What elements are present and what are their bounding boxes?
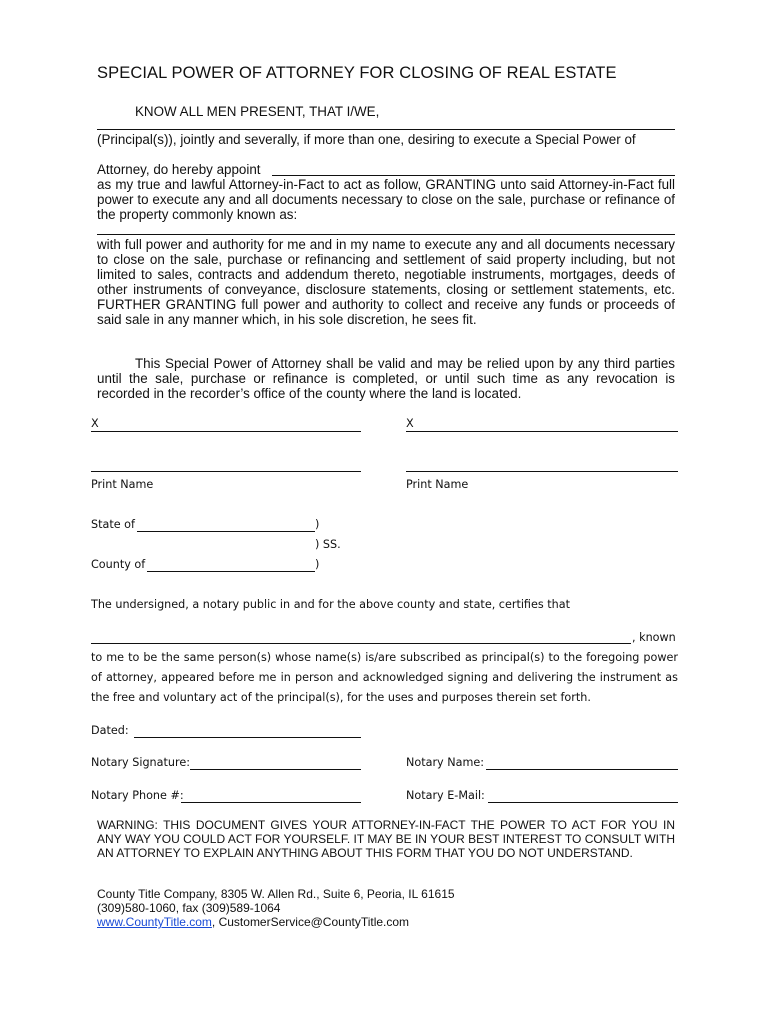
- notary-name-label: Notary Name:: [406, 756, 485, 769]
- notary-email-label: Notary E-Mail:: [406, 789, 485, 802]
- state-field[interactable]: [137, 531, 315, 532]
- notary-email-field[interactable]: [488, 802, 678, 803]
- principal-name-line[interactable]: [97, 129, 675, 130]
- state-paren: ): [315, 518, 320, 531]
- footer-contact: [97, 915, 409, 929]
- county-paren: ): [315, 558, 320, 571]
- notary-phone-field[interactable]: [181, 802, 361, 803]
- dated-field[interactable]: [134, 737, 361, 738]
- state-label: State of: [91, 518, 135, 531]
- principal-text: (Principal(s)), jointly and severally, if more than one, desiring to execute a Special Power of: [97, 132, 636, 147]
- attorney-in-fact-line[interactable]: [272, 175, 675, 176]
- website-link[interactable]: www.CountyTitle.com: [97, 915, 212, 929]
- warning-text: WARNING: THIS DOCUMENT GIVES YOUR ATTORNEY-IN-FACT THE POWER TO ACT FOR YOU IN ANY WAY YOU COULD ACT FOR YOURSELF. IT MAY BE IN YOUR BEST INTEREST TO CONSULT WITH AN ATTORNEY TO EXPLAIN ANYTHING ABOUT THIS FORM THAT YOU DO NOT UNDERSTAND.: [97, 818, 675, 860]
- notary-phone-label: Notary Phone #:: [91, 789, 184, 802]
- known-text: , known: [632, 631, 676, 644]
- print-name-label-left: Print Name: [91, 478, 154, 491]
- intro-text: KNOW ALL MEN PRESENT, THAT I/WE,: [135, 104, 380, 119]
- dated-label: Dated:: [91, 724, 129, 737]
- signature-x-right: X: [406, 417, 414, 430]
- ss-label: ) SS.: [315, 538, 341, 551]
- footer-company: County Title Company, 8305 W. Allen Rd., Suite 6, Peoria, IL 61615: [97, 887, 455, 901]
- principal-known-line[interactable]: [91, 643, 631, 644]
- property-address-line[interactable]: [97, 234, 675, 235]
- notary-name-field[interactable]: [486, 769, 678, 770]
- county-label: County of: [91, 558, 146, 571]
- validity-paragraph: This Special Power of Attorney shall be valid and may be relied upon by any third parties until the sale, purchase or refinance is completed, or until such time as any revocation is recorded in the recorder’s office of the county where the land is located.: [97, 356, 675, 401]
- granting-paragraph: as my true and lawful Attorney-in-Fact to act as follow, GRANTING unto said Attorney-in-Fact full power to execute any and all documents necessary to close on the sale, purchase or refinance of the property commonly known as:: [97, 177, 675, 222]
- signature-line-right[interactable]: [406, 431, 678, 432]
- footer-email: , CustomerService@CountyTitle.com: [211, 915, 410, 929]
- notary-signature-field[interactable]: [190, 769, 361, 770]
- county-field[interactable]: [147, 571, 315, 572]
- authority-paragraph: with full power and authority for me and in my name to execute any and all documents necessary to close on the sale, purchase or refinancing and settlement of said property including, but not limited to sales, contracts and addendum thereto, negotiable instruments, mortgages, deeds of other instruments of conveyance, disclosure statements, closing or settlement statements, etc. FURTHER GRANTING full power and authority to collect and receive any funds or proceeds of said sale in any manner which, in his sole discretion, he sees fit.: [97, 237, 675, 327]
- notary-signature-label: Notary Signature:: [91, 756, 190, 769]
- notary-body-text: to me to be the same person(s) whose name(s) is/are subscribed as principal(s) to the foregoing power of attorney, appeared before me in person and acknowledged signing and delivering the instrument as the free and voluntary act of the principal(s), for the uses and purposes therein set forth.: [91, 651, 678, 704]
- print-name-label-right: Print Name: [406, 478, 469, 491]
- signature-x-left: X: [91, 417, 99, 430]
- footer-phones: (309)580-1060, fax (309)589-1064: [97, 901, 281, 915]
- print-name-line-left[interactable]: [91, 471, 361, 472]
- print-name-line-right[interactable]: [406, 471, 678, 472]
- document-title: SPECIAL POWER OF ATTORNEY FOR CLOSING OF REAL ESTATE: [97, 64, 617, 82]
- signature-line-left[interactable]: [91, 431, 361, 432]
- appoint-label: Attorney, do hereby appoint: [97, 162, 261, 177]
- notary-certifies-text: The undersigned, a notary public in and for the above county and state, certifies that: [91, 598, 570, 611]
